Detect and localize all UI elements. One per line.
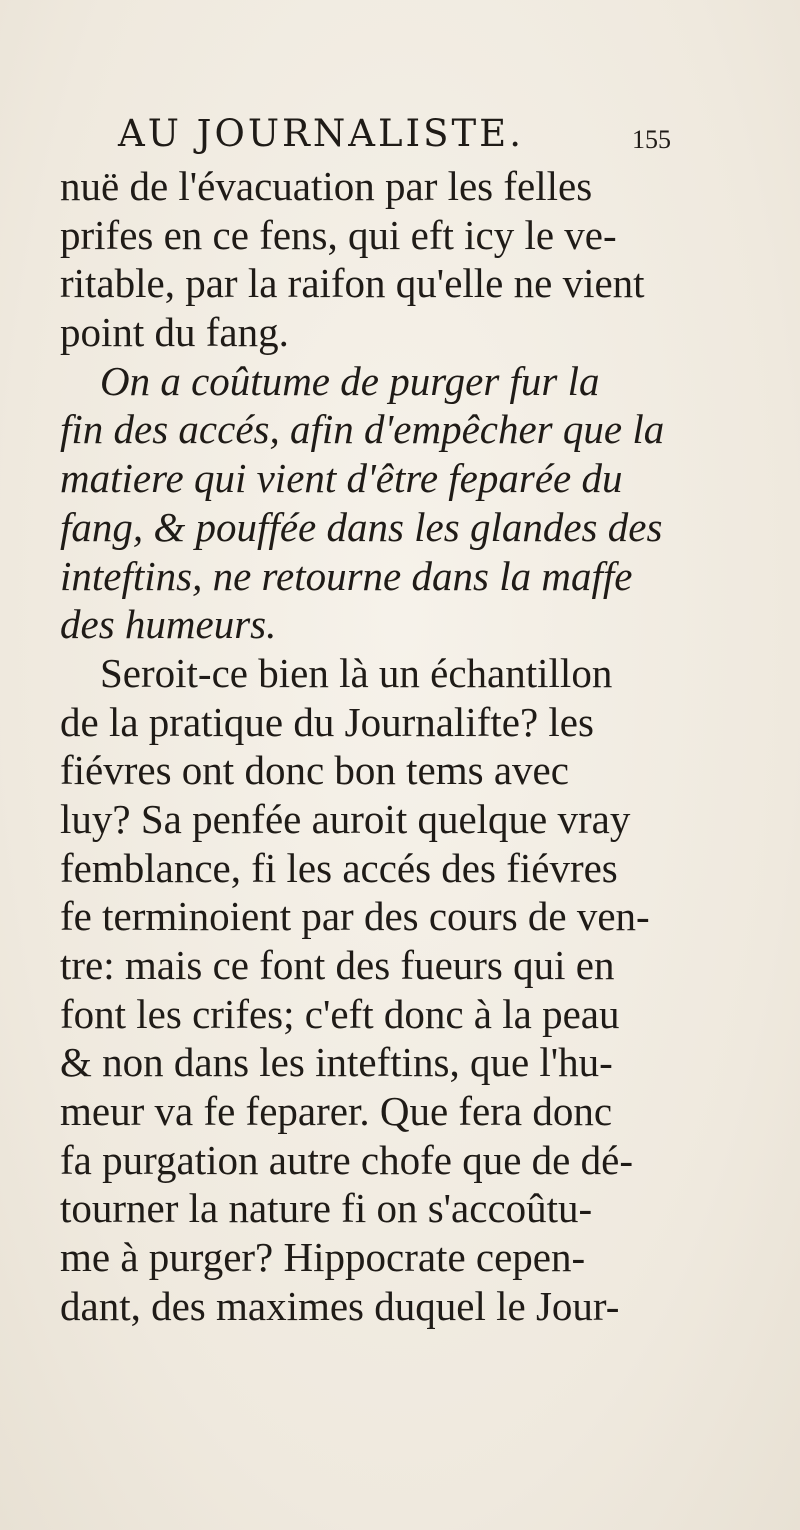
running-head <box>118 104 778 164</box>
text-line: fang, & pouffée dans les glandes des <box>60 503 663 550</box>
text-line: femblance, fi les accés des fiévres <box>60 844 618 891</box>
text-line: fe terminoient par des cours de ven- <box>60 893 650 940</box>
text-line: point du fang. <box>60 309 289 356</box>
running-title: AU JOURNALISTE. <box>118 112 524 155</box>
text-line: luy? Sa penfée auroit quelque vray <box>60 795 631 842</box>
text-line: On a coûtume de purger fur la <box>100 357 600 404</box>
text-line: & non dans les inteftins, que l'hu- <box>60 1039 613 1086</box>
text-line: prifes en ce fens, qui eft icy le ve- <box>60 211 617 258</box>
text-line: fin des accés, afin d'empêcher que la <box>60 406 665 453</box>
body-text <box>60 162 780 1331</box>
text-line: inteftins, ne retourne dans la maffe <box>60 552 633 599</box>
text-line: Seroit-ce bien là un échantillon <box>100 649 613 696</box>
text-line: de la pratique du Journalifte? les <box>60 698 594 745</box>
page-number: 155 <box>632 125 671 154</box>
text-line: nuë de l'évacuation par les felles <box>60 163 593 209</box>
text-line: fiévres ont donc bon tems avec <box>60 747 569 794</box>
text-line: des humeurs. <box>60 601 277 648</box>
text-line: font les crifes; c'eft donc à la peau <box>60 990 620 1037</box>
text-line: meur va fe feparer. Que fera donc <box>60 1088 613 1135</box>
text-line: ritable, par la raifon qu'elle ne vient <box>60 260 645 307</box>
text-line: fa purgation autre chofe que de dé- <box>60 1136 633 1183</box>
text-line: dant, des maximes duquel le Jour- <box>60 1282 620 1329</box>
text-line: tourner la nature fi on s'accoûtu- <box>60 1185 593 1232</box>
text-line: me à purger? Hippocrate cepen- <box>60 1234 586 1281</box>
text-line: tre: mais ce font des fueurs qui en <box>60 942 615 988</box>
text-line: matiere qui vient d'être feparée du <box>60 455 623 502</box>
